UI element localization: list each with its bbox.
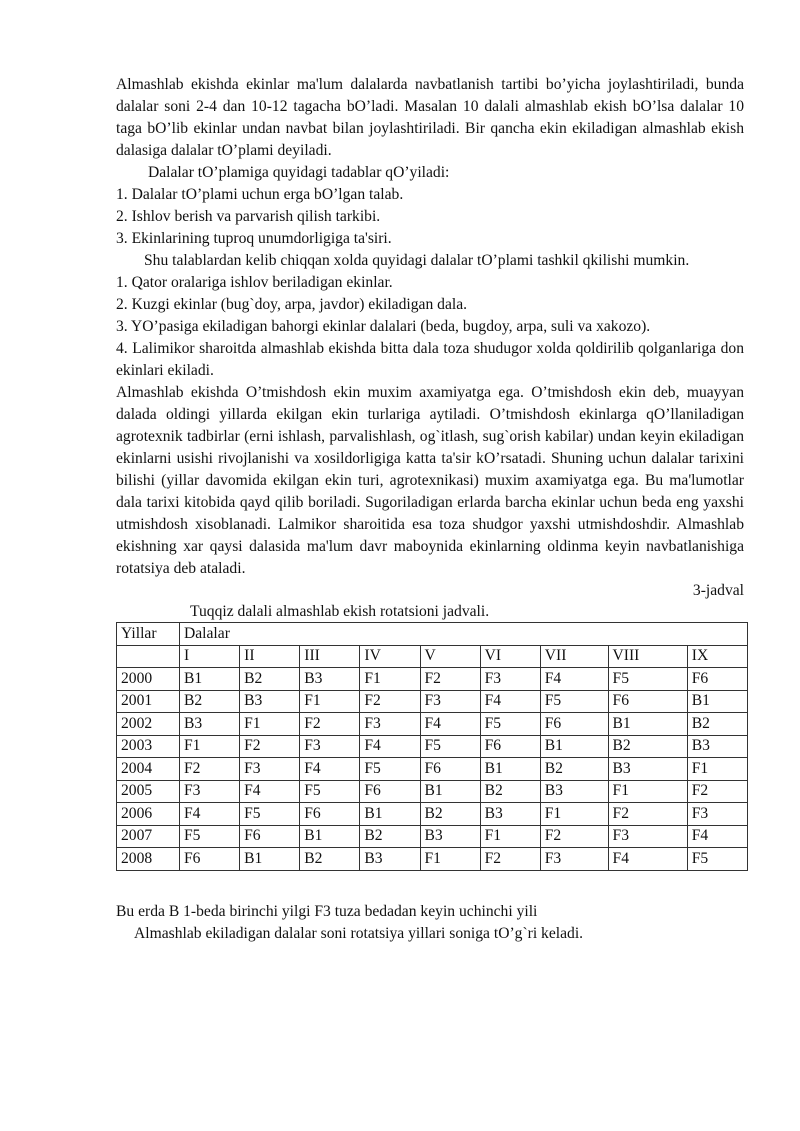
column-header: IV [360, 645, 420, 668]
crop-cell: F2 [240, 735, 300, 758]
crop-cell: F3 [480, 668, 540, 691]
crop-cell: B3 [420, 825, 480, 848]
table-row [117, 668, 748, 691]
crop-cell: F5 [687, 848, 747, 871]
crop-cell: F5 [608, 668, 687, 691]
year-cell: 2008 [117, 848, 180, 871]
crop-cell: F1 [360, 668, 420, 691]
paragraph-predecessor: Almashlab ekishda O’tmishdosh ekin muxim axamiyatga ega. O’tmishdosh ekin deb, muayyan dalada oldingi yillarda ekilgan ekin turlariga aytiladi. O’tmishdosh ekinlarga qO’llaniladigan agrotexnik tadbirlar (erni ishlash, parvalishlash, og`itlash, sug`orish kabilar) undan keyin ekiladigan ekinlarni usishi rivojlanishi va xosildorligiga katta ta'sir kO’rsatadi. Shuning uchun dalalar tarixini bilishi (yillar davomida ekilgan ekin turi, agrotexnikasi) muxim axamiyatga ega. Bu ma'lumotlar dala tarixi kitobida qayd qilib boriladi. Sugoriladigan erlarda barcha ekinlar uchun beda eng yaxshi utmishdosh xisoblanadi. Lalmikor sharoitida esa toza shudgor yaxshi utmishdoshdir. Almashlab ekishning xar qaysi dalasida ma'lum davr maboynida ekinlarning oldinma keyin navbatlanishiga rotatsiya deb ataladi. [116, 384, 744, 577]
crop-cell: F4 [480, 690, 540, 713]
list-item: 3. YO’pasiga ekiladigan bahorgi ekinlar dalalari (beda, bugdoy, arpa, suli va xakozo). [116, 318, 651, 335]
crop-cell: F3 [180, 780, 240, 803]
crop-cell: B2 [240, 668, 300, 691]
crop-cell: F5 [420, 735, 480, 758]
crop-cell: F6 [240, 825, 300, 848]
crop-cell: F5 [360, 758, 420, 781]
crop-cell: B2 [360, 825, 420, 848]
crop-cell: B3 [360, 848, 420, 871]
crop-cell: F2 [687, 780, 747, 803]
crop-cell: F6 [420, 758, 480, 781]
year-cell: 2005 [117, 780, 180, 803]
crop-cell: F2 [420, 668, 480, 691]
crop-cell: B3 [300, 668, 360, 691]
table-header-row [117, 623, 748, 646]
footnote-rotation: Almashlab ekiladigan dalalar soni rotatsiya yillari soniga tO’g`ri keladi. [134, 924, 584, 942]
table-column-row [117, 645, 748, 668]
year-cell: 2004 [117, 758, 180, 781]
crop-cell: F5 [480, 713, 540, 736]
crop-cell: F6 [180, 848, 240, 871]
crop-cell: B3 [480, 803, 540, 826]
crop-cell: B2 [687, 713, 747, 736]
crop-cell: F3 [360, 713, 420, 736]
table-row [117, 735, 748, 758]
crop-cell: F4 [608, 848, 687, 871]
crop-cell: B1 [420, 780, 480, 803]
crop-cell: F1 [180, 735, 240, 758]
crop-cell: F1 [687, 758, 747, 781]
crop-cell: F6 [608, 690, 687, 713]
crop-cell: F2 [180, 758, 240, 781]
crop-cell: F4 [360, 735, 420, 758]
column-header: VII [540, 645, 608, 668]
crop-cell: B2 [420, 803, 480, 826]
list-item: 2. Ishlov berish va parvarish qilish tarkibi. [116, 208, 381, 225]
crop-cell: F1 [240, 713, 300, 736]
crop-cell: F3 [687, 803, 747, 826]
column-header: V [420, 645, 480, 668]
crop-cell: B2 [300, 848, 360, 871]
crop-cell: B1 [300, 825, 360, 848]
crop-cell: F3 [608, 825, 687, 848]
table-row [117, 803, 748, 826]
year-cell: 2007 [117, 825, 180, 848]
table-row [117, 758, 748, 781]
footnote-legend: Bu erda B 1-beda birinchi yilgi F3 tuza bedadan keyin uchinchi yili [116, 902, 538, 920]
crop-cell: B2 [540, 758, 608, 781]
crop-cell: F6 [360, 780, 420, 803]
crop-cell: B3 [608, 758, 687, 781]
crop-cell: B3 [180, 713, 240, 736]
crop-cell: F6 [300, 803, 360, 826]
year-cell: 2000 [117, 668, 180, 691]
header-years: Yillar [117, 623, 180, 646]
column-header: VIII [608, 645, 687, 668]
year-cell: 2001 [117, 690, 180, 713]
rotation-table [116, 622, 748, 871]
year-cell: 2003 [117, 735, 180, 758]
paragraph-requirements-intro: Dalalar tO’plamiga quyidagi tadablar qO’yiladi: [148, 164, 450, 181]
crop-cell: F2 [540, 825, 608, 848]
paragraph-field-sets: Shu talablardan kelib chiqqan xolda quyidagi dalalar tO’plami tashkil qkilishi mumkin. [144, 252, 690, 269]
table-row [117, 780, 748, 803]
header-blank-cell [117, 645, 180, 668]
document-page [116, 74, 744, 945]
year-cell: 2002 [117, 713, 180, 736]
crop-cell: F1 [300, 690, 360, 713]
crop-cell: B1 [540, 735, 608, 758]
crop-cell: F3 [420, 690, 480, 713]
crop-cell: F2 [608, 803, 687, 826]
paragraph-intro: Almashlab ekishda ekinlar ma'lum dalalarda navbatlanish tartibi bo’yicha joylashtiriladi, bunda dalalar soni 2-4 dan 10-12 tagacha bO’ladi. Masalan 10 dalali almashlab ekish bO’lsa dalalar 10 taga bO’lib ekinlar undan navbat bilan joylashtiriladi. Bir qancha ekin ekiladigan almashlab ekish dalasiga dalalar tO’plami deyiladi. [116, 76, 744, 159]
crop-cell: F4 [540, 668, 608, 691]
table-row [117, 825, 748, 848]
list-item: 4. Lalimikor sharoitda almashlab ekishda bitta dala toza shudugor xolda qoldirilib qolganlariga don ekinlari ekiladi. [116, 340, 744, 379]
crop-cell: B2 [180, 690, 240, 713]
crop-cell: B1 [687, 690, 747, 713]
column-header: VI [480, 645, 540, 668]
crop-cell: B1 [180, 668, 240, 691]
crop-cell: F6 [540, 713, 608, 736]
column-header: II [240, 645, 300, 668]
crop-cell: F2 [480, 848, 540, 871]
crop-cell: B3 [687, 735, 747, 758]
crop-cell: F1 [608, 780, 687, 803]
header-fields: Dalalar [180, 623, 748, 646]
crop-cell: F3 [240, 758, 300, 781]
crop-cell: B1 [240, 848, 300, 871]
crop-cell: F2 [360, 690, 420, 713]
crop-cell: B1 [480, 758, 540, 781]
crop-cell: F3 [300, 735, 360, 758]
crop-cell: F4 [687, 825, 747, 848]
crop-cell: B3 [240, 690, 300, 713]
table-row [117, 713, 748, 736]
column-header: III [300, 645, 360, 668]
column-header: IX [687, 645, 747, 668]
crop-cell: F5 [240, 803, 300, 826]
crop-cell: F3 [540, 848, 608, 871]
crop-cell: F4 [420, 713, 480, 736]
crop-cell: F1 [420, 848, 480, 871]
crop-cell: B2 [608, 735, 687, 758]
table-caption: Tuqqiz dalali almashlab ekish rotatsioni jadvali. [190, 603, 490, 620]
crop-cell: F4 [300, 758, 360, 781]
list-item: 3. Ekinlarining tuproq unumdorligiga ta'siri. [116, 230, 392, 247]
crop-cell: F5 [300, 780, 360, 803]
list-item: 1. Qator oralariga ishlov beriladigan ekinlar. [116, 274, 393, 291]
table-row [117, 848, 748, 871]
crop-cell: B1 [608, 713, 687, 736]
list-item: 1. Dalalar tO’plami uchun erga bO’lgan talab. [116, 186, 404, 203]
crop-cell: F1 [480, 825, 540, 848]
crop-cell: B3 [540, 780, 608, 803]
table-row [117, 690, 748, 713]
table-label: 3-jadval [692, 582, 744, 599]
crop-cell: F6 [480, 735, 540, 758]
crop-cell: F2 [300, 713, 360, 736]
crop-cell: F1 [540, 803, 608, 826]
crop-cell: B1 [360, 803, 420, 826]
crop-cell: F6 [687, 668, 747, 691]
year-cell: 2006 [117, 803, 180, 826]
column-header: I [180, 645, 240, 668]
crop-cell: F4 [180, 803, 240, 826]
list-item: 2. Kuzgi ekinlar (bug`doy, arpa, javdor) ekiladigan dala. [116, 296, 468, 313]
crop-cell: F5 [180, 825, 240, 848]
crop-cell: F5 [540, 690, 608, 713]
crop-cell: F4 [240, 780, 300, 803]
crop-cell: B2 [480, 780, 540, 803]
